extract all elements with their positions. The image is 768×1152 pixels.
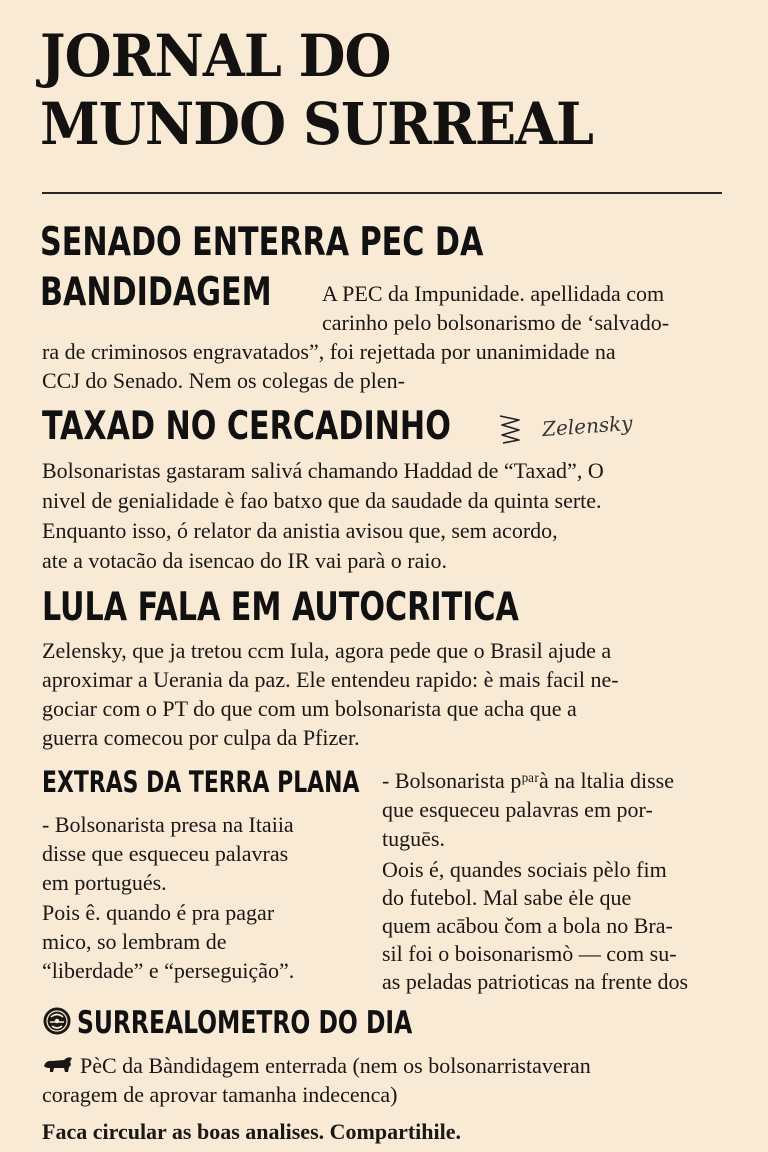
masthead-line-2: MUNDO SURREAL bbox=[40, 90, 594, 158]
extras-right-line: que esqueceu palavras em por- bbox=[382, 797, 653, 822]
story2-line: Bolsonaristas gastaram salivá chamando Haddad de “Taxad”, O bbox=[42, 458, 604, 483]
extras-right-block-2 bbox=[382, 856, 688, 996]
story2-body bbox=[42, 456, 604, 576]
surrealometro-headline: SURREALOMETRO DO DIA bbox=[77, 1005, 413, 1041]
animal-icon bbox=[42, 1054, 74, 1074]
story2-line: Enquanto isso, ó relator da anistia avisou que, sem acordo, bbox=[42, 518, 558, 543]
extras-right-line: Oois é, quandes sociais pèlo fim bbox=[382, 857, 667, 882]
extras-left-line: mico, so lembram de bbox=[42, 929, 227, 954]
masthead bbox=[40, 22, 691, 158]
story1-headline-line2: BANDIDAGEM bbox=[40, 270, 272, 315]
story1-line: A PEC da Impunidade. apellidada com bbox=[322, 281, 665, 306]
surrealometro-line-1: PèC da Bàndidagem enterrada (nem os bolsonarristaveran bbox=[80, 1053, 591, 1078]
extras-left-line: em portugués. bbox=[42, 870, 167, 895]
extras-right-line: tuguēs. bbox=[382, 826, 445, 851]
story3-line: Zelensky, que ja tretou ccm Iula, agora pede que o Brasil ajude a bbox=[42, 638, 612, 663]
footer-callout: Faca circular as boas analises. Compartihile. bbox=[42, 1119, 462, 1144]
extras-headline: EXTRAS DA TERRA PLANA bbox=[42, 765, 360, 799]
extras-left-line: disse que esqueceu palavras bbox=[42, 841, 289, 866]
story2-line: ate a votacão da isencao do IR vai parà o raio. bbox=[42, 548, 447, 573]
extras-left-line: Pois ê. quando é pra pagar bbox=[42, 900, 275, 925]
masthead-divider bbox=[42, 192, 722, 194]
story1-headline-line1: SENADO ENTERRA PEC DA bbox=[40, 220, 484, 265]
story2-headline: TAXAD NO CERCADINHO bbox=[42, 404, 451, 449]
masthead-line-1: JORNAL DO bbox=[40, 22, 391, 90]
story2-line: nivel de genialidade è fao batxo que da saudade da quinta serte. bbox=[42, 488, 602, 513]
scribble-icon bbox=[497, 412, 523, 446]
extras-left-line: “liberdade” e “perseguição”. bbox=[42, 958, 295, 983]
story3-line: gociar com o PT do que com um bolsonarista que acha que a bbox=[42, 696, 577, 721]
extras-right-line: - Bolsonarista pᵖᵃʳà na ltalia disse bbox=[382, 768, 674, 793]
extras-left-line: - Bolsonarista presa na Itaiia bbox=[42, 812, 294, 837]
story3-line: guerra comecou por culpa da Pfizer. bbox=[42, 725, 360, 750]
extras-right-block-1 bbox=[382, 766, 674, 853]
surrealometro-line-2: coragem de aprovar tamanha indecenca) bbox=[42, 1082, 398, 1107]
story3-line: aproximar a Uerania da paz. Ele entendeu rapido: è mais facil ne- bbox=[42, 667, 619, 692]
extras-right-line: as peladas patrioticas na frente dos bbox=[382, 969, 689, 994]
extras-right-line: quem acābou čom a bola no Bra- bbox=[382, 913, 673, 938]
extras-right-line: sil foi o boisonarismò — com su- bbox=[382, 941, 677, 966]
story3-body bbox=[42, 636, 619, 752]
story1-body-top bbox=[322, 279, 669, 337]
story1-line: CCJ do Senado. Nem os colegas de plen- bbox=[42, 368, 405, 393]
extras-right-line: do futebol. Mal sabe ėle que bbox=[382, 885, 632, 910]
story3-headline: LULA FALA EM AUTOCRITICA bbox=[42, 585, 519, 630]
extras-left-block-2 bbox=[42, 898, 294, 985]
story1-body-bottom bbox=[42, 337, 616, 395]
story1-line: carinho pelo bolsonarismo de ‘salvado- bbox=[322, 310, 670, 335]
emblem-icon bbox=[42, 1006, 72, 1036]
signature-handwritten: Zelensky bbox=[541, 410, 634, 442]
extras-left-block-1 bbox=[42, 810, 294, 897]
story1-line: ra de criminosos engravatados”, foi rejettada por unanimidade na bbox=[42, 339, 616, 364]
